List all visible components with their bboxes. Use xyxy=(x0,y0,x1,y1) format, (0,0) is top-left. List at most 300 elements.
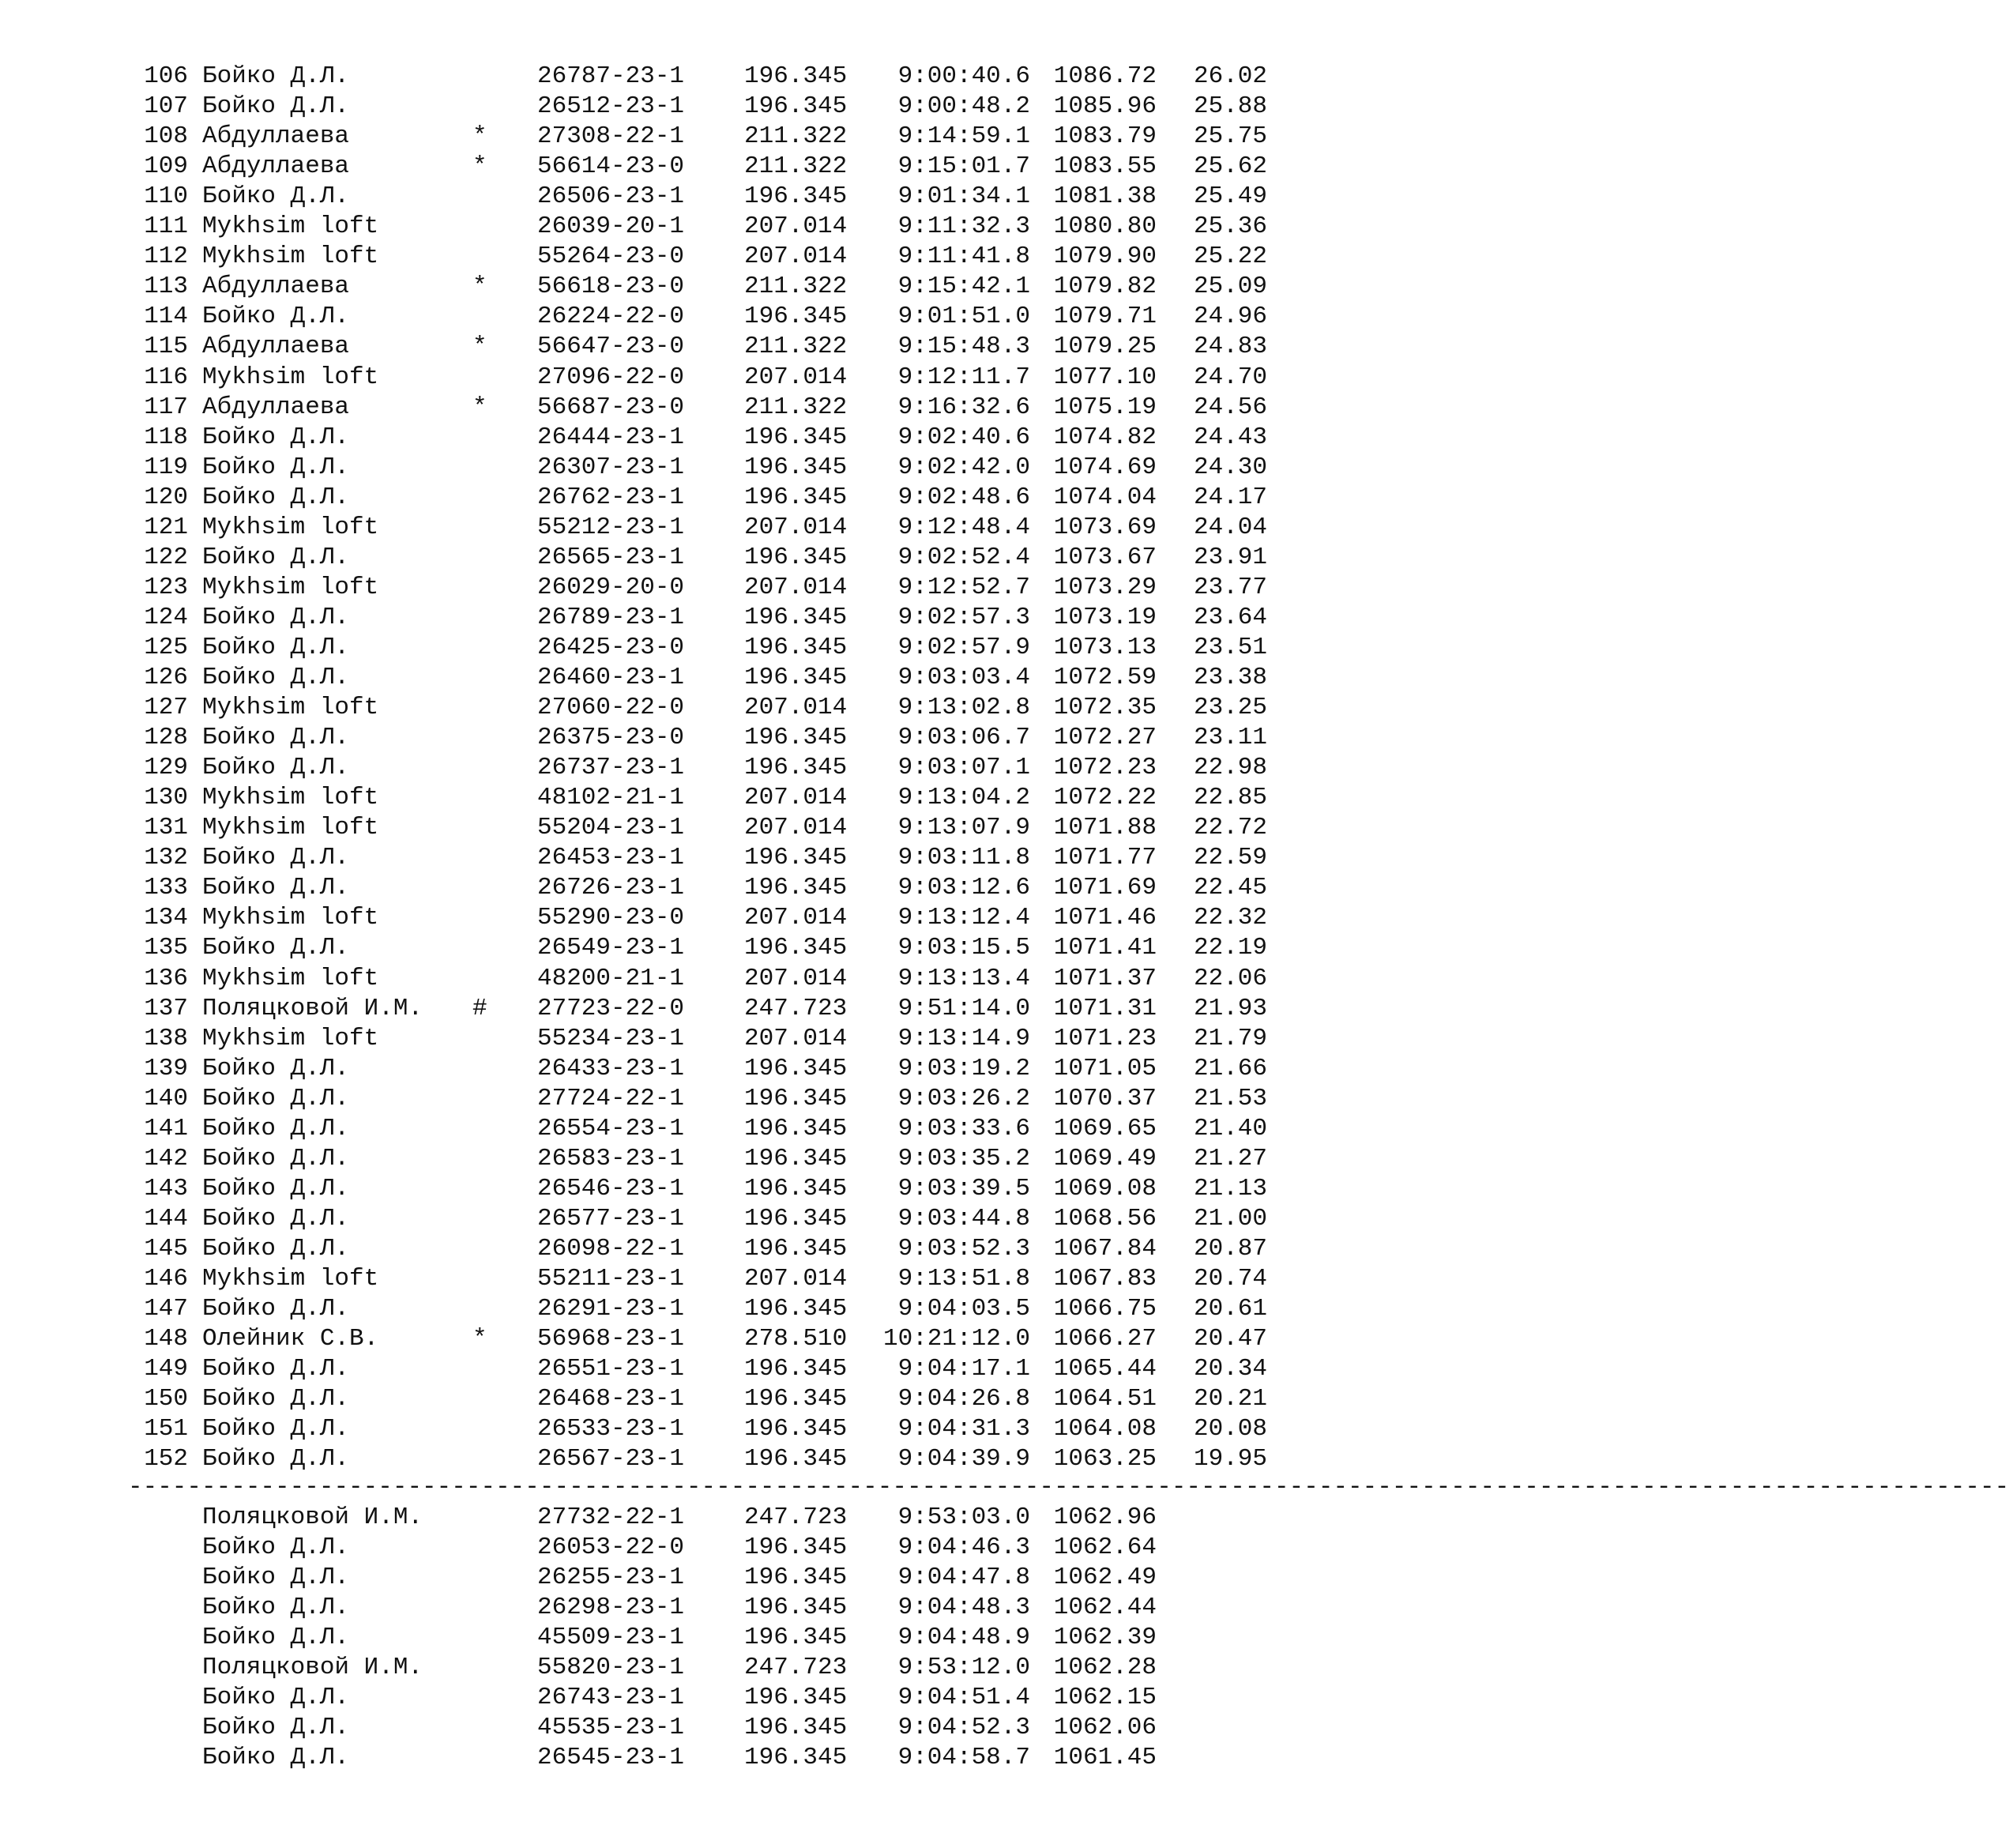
fancier-name: Бойко Д.Л. xyxy=(202,1205,350,1233)
fancier-name: Mykhsim loft xyxy=(202,363,379,391)
fancier-name: Бойко Д.Л. xyxy=(202,1714,350,1741)
distance: 196.345 xyxy=(744,1594,848,1621)
ring-number: 56687-23-0 xyxy=(537,393,685,421)
table-row xyxy=(0,603,1307,633)
distance: 196.345 xyxy=(744,1534,848,1561)
distance: 196.345 xyxy=(744,1684,848,1711)
ring-number: 26551-23-1 xyxy=(537,1355,685,1383)
table-row xyxy=(0,964,1307,994)
table-row xyxy=(0,1444,1307,1474)
ring-number: 45509-23-1 xyxy=(537,1624,685,1651)
ring-number: 55820-23-1 xyxy=(537,1654,685,1681)
arrival-time: 9:04:31.3 xyxy=(897,1415,1030,1443)
table-row xyxy=(0,212,1307,242)
speed: 1072.35 xyxy=(1053,694,1157,721)
place-number: 147 xyxy=(144,1295,188,1323)
distance: 196.345 xyxy=(744,183,848,210)
distance: 196.345 xyxy=(744,724,848,751)
arrival-time: 9:13:14.9 xyxy=(897,1025,1030,1052)
ring-number: 55211-23-1 xyxy=(537,1265,685,1293)
table-row xyxy=(0,633,1307,663)
arrival-time: 9:02:40.6 xyxy=(897,423,1030,451)
place-number: 112 xyxy=(144,243,188,270)
entry-flag: * xyxy=(472,333,487,360)
ring-number: 48102-21-1 xyxy=(537,784,685,811)
speed: 1066.27 xyxy=(1053,1325,1157,1353)
distance: 211.322 xyxy=(744,122,848,150)
speed: 1062.28 xyxy=(1053,1654,1157,1681)
distance: 196.345 xyxy=(744,423,848,451)
fancier-name: Mykhsim loft xyxy=(202,574,379,601)
distance: 211.322 xyxy=(744,393,848,421)
arrival-time: 9:13:13.4 xyxy=(897,965,1030,992)
place-number: 132 xyxy=(144,844,188,871)
arrival-time: 9:04:26.8 xyxy=(897,1385,1030,1413)
arrival-time: 9:03:07.1 xyxy=(897,754,1030,781)
ring-number: 26224-22-0 xyxy=(537,303,685,330)
points: 26.02 xyxy=(1193,62,1267,90)
fancier-name: Абдуллаева xyxy=(202,273,350,300)
fancier-name: Mykhsim loft xyxy=(202,1265,379,1293)
table-row xyxy=(0,1084,1307,1114)
distance: 196.345 xyxy=(744,634,848,661)
place-number: 135 xyxy=(144,934,188,962)
distance: 196.345 xyxy=(744,303,848,330)
table-row xyxy=(0,1354,1307,1384)
place-number: 143 xyxy=(144,1175,188,1203)
table-row xyxy=(0,843,1307,873)
place-number: 117 xyxy=(144,393,188,421)
table-row xyxy=(0,1174,1307,1204)
ring-number: 26425-23-0 xyxy=(537,634,685,661)
arrival-time: 9:14:59.1 xyxy=(897,122,1030,150)
table-row xyxy=(0,1114,1307,1144)
table-row xyxy=(0,873,1307,903)
fancier-name: Бойко Д.Л. xyxy=(202,1594,350,1621)
speed: 1062.96 xyxy=(1053,1504,1157,1531)
speed: 1079.71 xyxy=(1053,303,1157,330)
table-row xyxy=(0,1264,1307,1294)
place-number: 133 xyxy=(144,874,188,901)
points: 25.49 xyxy=(1193,183,1267,210)
distance: 196.345 xyxy=(744,754,848,781)
ring-number: 26098-22-1 xyxy=(537,1235,685,1263)
table-row xyxy=(0,1503,1307,1533)
entry-flag: * xyxy=(472,273,487,300)
fancier-name: Бойко Д.Л. xyxy=(202,934,350,962)
fancier-name: Бойко Д.Л. xyxy=(202,423,350,451)
speed: 1062.06 xyxy=(1053,1714,1157,1741)
speed: 1073.13 xyxy=(1053,634,1157,661)
distance: 196.345 xyxy=(744,544,848,571)
distance: 207.014 xyxy=(744,243,848,270)
fancier-name: Бойко Д.Л. xyxy=(202,724,350,751)
table-row xyxy=(0,1234,1307,1264)
speed: 1072.22 xyxy=(1053,784,1157,811)
speed: 1071.69 xyxy=(1053,874,1157,901)
ring-number: 26533-23-1 xyxy=(537,1415,685,1443)
ring-number: 27724-22-1 xyxy=(537,1085,685,1112)
speed: 1083.79 xyxy=(1053,122,1157,150)
speed: 1071.88 xyxy=(1053,814,1157,841)
speed: 1062.15 xyxy=(1053,1684,1157,1711)
table-row xyxy=(0,783,1307,813)
points: 24.17 xyxy=(1193,484,1267,511)
fancier-name: Mykhsim loft xyxy=(202,213,379,240)
arrival-time: 9:04:52.3 xyxy=(897,1714,1030,1741)
arrival-time: 9:03:12.6 xyxy=(897,874,1030,901)
arrival-time: 9:04:47.8 xyxy=(897,1564,1030,1591)
table-row xyxy=(0,1713,1307,1743)
distance: 196.345 xyxy=(744,604,848,631)
points: 24.56 xyxy=(1193,393,1267,421)
distance: 207.014 xyxy=(744,363,848,391)
arrival-time: 9:13:12.4 xyxy=(897,904,1030,932)
arrival-time: 9:04:51.4 xyxy=(897,1684,1030,1711)
fancier-name: Поляцковой И.М. xyxy=(202,1654,423,1681)
entry-flag: * xyxy=(472,152,487,180)
arrival-time: 9:04:17.1 xyxy=(897,1355,1030,1383)
arrival-time: 9:16:32.6 xyxy=(897,393,1030,421)
speed: 1080.80 xyxy=(1053,213,1157,240)
arrival-time: 9:13:07.9 xyxy=(897,814,1030,841)
speed: 1068.56 xyxy=(1053,1205,1157,1233)
distance: 207.014 xyxy=(744,1265,848,1293)
table-row xyxy=(0,1384,1307,1414)
speed: 1074.82 xyxy=(1053,423,1157,451)
table-row xyxy=(0,1593,1307,1623)
ring-number: 26762-23-1 xyxy=(537,484,685,511)
ring-number: 26460-23-1 xyxy=(537,664,685,691)
table-row xyxy=(0,302,1307,332)
place-number: 126 xyxy=(144,664,188,691)
points: 22.32 xyxy=(1193,904,1267,932)
distance: 196.345 xyxy=(744,1714,848,1741)
fancier-name: Mykhsim loft xyxy=(202,694,379,721)
speed: 1073.19 xyxy=(1053,604,1157,631)
arrival-time: 9:00:40.6 xyxy=(897,62,1030,90)
distance: 196.345 xyxy=(744,1385,848,1413)
points: 22.98 xyxy=(1193,754,1267,781)
speed: 1083.55 xyxy=(1053,152,1157,180)
fancier-name: Бойко Д.Л. xyxy=(202,1385,350,1413)
arrival-time: 10:21:12.0 xyxy=(882,1325,1030,1353)
ring-number: 26298-23-1 xyxy=(537,1594,685,1621)
points: 21.66 xyxy=(1193,1055,1267,1082)
points: 23.64 xyxy=(1193,604,1267,631)
arrival-time: 9:03:52.3 xyxy=(897,1235,1030,1263)
distance: 196.345 xyxy=(744,844,848,871)
distance: 207.014 xyxy=(744,574,848,601)
speed: 1064.51 xyxy=(1053,1385,1157,1413)
speed: 1085.96 xyxy=(1053,92,1157,120)
distance: 207.014 xyxy=(744,694,848,721)
distance: 207.014 xyxy=(744,904,848,932)
place-number: 114 xyxy=(144,303,188,330)
entry-flag: # xyxy=(472,995,487,1022)
ring-number: 26743-23-1 xyxy=(537,1684,685,1711)
speed: 1072.23 xyxy=(1053,754,1157,781)
speed: 1064.08 xyxy=(1053,1415,1157,1443)
place-number: 113 xyxy=(144,273,188,300)
points: 24.43 xyxy=(1193,423,1267,451)
arrival-time: 9:12:48.4 xyxy=(897,514,1030,541)
points: 20.34 xyxy=(1193,1355,1267,1383)
ring-number: 55212-23-1 xyxy=(537,514,685,541)
distance: 196.345 xyxy=(744,1295,848,1323)
place-number: 145 xyxy=(144,1235,188,1263)
arrival-time: 9:53:12.0 xyxy=(897,1654,1030,1681)
place-number: 106 xyxy=(144,62,188,90)
points: 22.19 xyxy=(1193,934,1267,962)
points: 21.27 xyxy=(1193,1145,1267,1172)
ring-number: 26255-23-1 xyxy=(537,1564,685,1591)
fancier-name: Абдуллаева xyxy=(202,333,350,360)
arrival-time: 9:04:48.3 xyxy=(897,1594,1030,1621)
distance: 196.345 xyxy=(744,1445,848,1473)
fancier-name: Mykhsim loft xyxy=(202,904,379,932)
table-row xyxy=(0,1054,1307,1084)
points: 21.13 xyxy=(1193,1175,1267,1203)
speed: 1071.31 xyxy=(1053,995,1157,1022)
ring-number: 27060-22-0 xyxy=(537,694,685,721)
fancier-name: Олейник С.В. xyxy=(202,1325,379,1353)
place-number: 111 xyxy=(144,213,188,240)
points: 21.53 xyxy=(1193,1085,1267,1112)
ring-number: 27308-22-1 xyxy=(537,122,685,150)
table-row xyxy=(0,543,1307,573)
table-row xyxy=(0,663,1307,693)
speed: 1067.83 xyxy=(1053,1265,1157,1293)
fancier-name: Бойко Д.Л. xyxy=(202,1145,350,1172)
ring-number: 27723-22-0 xyxy=(537,995,685,1022)
fancier-name: Бойко Д.Л. xyxy=(202,92,350,120)
arrival-time: 9:15:48.3 xyxy=(897,333,1030,360)
ring-number: 26029-20-0 xyxy=(537,574,685,601)
separator-line: -------------------------------------------------------------------------------------------------------------------------------- xyxy=(128,1474,2009,1501)
arrival-time: 9:15:42.1 xyxy=(897,273,1030,300)
distance: 207.014 xyxy=(744,1025,848,1052)
distance: 196.345 xyxy=(744,1085,848,1112)
speed: 1073.69 xyxy=(1053,514,1157,541)
fancier-name: Абдуллаева xyxy=(202,152,350,180)
arrival-time: 9:53:03.0 xyxy=(897,1504,1030,1531)
points: 20.87 xyxy=(1193,1235,1267,1263)
distance: 196.345 xyxy=(744,1205,848,1233)
speed: 1079.82 xyxy=(1053,273,1157,300)
points: 25.88 xyxy=(1193,92,1267,120)
speed: 1074.04 xyxy=(1053,484,1157,511)
place-number: 138 xyxy=(144,1025,188,1052)
fancier-name: Бойко Д.Л. xyxy=(202,62,350,90)
table-row xyxy=(0,903,1307,933)
arrival-time: 9:02:57.3 xyxy=(897,604,1030,631)
fancier-name: Бойко Д.Л. xyxy=(202,874,350,901)
ring-number: 56968-23-1 xyxy=(537,1325,685,1353)
points: 19.95 xyxy=(1193,1445,1267,1473)
speed: 1062.64 xyxy=(1053,1534,1157,1561)
speed: 1070.37 xyxy=(1053,1085,1157,1112)
speed: 1072.27 xyxy=(1053,724,1157,751)
ring-number: 26787-23-1 xyxy=(537,62,685,90)
distance: 196.345 xyxy=(744,484,848,511)
arrival-time: 9:03:11.8 xyxy=(897,844,1030,871)
fancier-name: Mykhsim loft xyxy=(202,1025,379,1052)
speed: 1066.75 xyxy=(1053,1295,1157,1323)
fancier-name: Абдуллаева xyxy=(202,393,350,421)
points: 20.47 xyxy=(1193,1325,1267,1353)
arrival-time: 9:03:03.4 xyxy=(897,664,1030,691)
speed: 1062.44 xyxy=(1053,1594,1157,1621)
ring-number: 26554-23-1 xyxy=(537,1115,685,1142)
fancier-name: Бойко Д.Л. xyxy=(202,1295,350,1323)
points: 25.62 xyxy=(1193,152,1267,180)
ring-number: 55290-23-0 xyxy=(537,904,685,932)
fancier-name: Бойко Д.Л. xyxy=(202,1055,350,1082)
arrival-time: 9:01:34.1 xyxy=(897,183,1030,210)
arrival-time: 9:03:44.8 xyxy=(897,1205,1030,1233)
table-row xyxy=(0,1144,1307,1174)
place-number: 115 xyxy=(144,333,188,360)
distance: 247.723 xyxy=(744,1504,848,1531)
speed: 1062.39 xyxy=(1053,1624,1157,1651)
table-row xyxy=(0,363,1307,393)
ring-number: 27096-22-0 xyxy=(537,363,685,391)
speed: 1069.49 xyxy=(1053,1145,1157,1172)
speed: 1071.46 xyxy=(1053,904,1157,932)
ring-number: 26506-23-1 xyxy=(537,183,685,210)
distance: 196.345 xyxy=(744,1744,848,1771)
arrival-time: 9:03:06.7 xyxy=(897,724,1030,751)
fancier-name: Бойко Д.Л. xyxy=(202,1415,350,1443)
table-row xyxy=(0,483,1307,513)
table-row xyxy=(0,92,1307,122)
distance: 196.345 xyxy=(744,874,848,901)
arrival-time: 9:12:11.7 xyxy=(897,363,1030,391)
entry-flag: * xyxy=(472,1325,487,1353)
table-row xyxy=(0,1563,1307,1593)
points: 22.45 xyxy=(1193,874,1267,901)
distance: 247.723 xyxy=(744,995,848,1022)
place-number: 129 xyxy=(144,754,188,781)
speed: 1071.37 xyxy=(1053,965,1157,992)
speed: 1071.77 xyxy=(1053,844,1157,871)
table-row xyxy=(0,933,1307,963)
table-row xyxy=(0,1414,1307,1444)
arrival-time: 9:04:46.3 xyxy=(897,1534,1030,1561)
speed: 1075.19 xyxy=(1053,393,1157,421)
fancier-name: Бойко Д.Л. xyxy=(202,754,350,781)
distance: 196.345 xyxy=(744,1415,848,1443)
distance: 207.014 xyxy=(744,213,848,240)
distance: 207.014 xyxy=(744,814,848,841)
arrival-time: 9:12:52.7 xyxy=(897,574,1030,601)
ring-number: 26565-23-1 xyxy=(537,544,685,571)
ring-number: 55234-23-1 xyxy=(537,1025,685,1052)
arrival-time: 9:13:04.2 xyxy=(897,784,1030,811)
fancier-name: Бойко Д.Л. xyxy=(202,1355,350,1383)
fancier-name: Бойко Д.Л. xyxy=(202,454,350,481)
fancier-name: Mykhsim loft xyxy=(202,965,379,992)
fancier-name: Mykhsim loft xyxy=(202,514,379,541)
ring-number: 26291-23-1 xyxy=(537,1295,685,1323)
table-row xyxy=(0,813,1307,843)
table-row xyxy=(0,393,1307,423)
distance: 207.014 xyxy=(744,514,848,541)
fancier-name: Бойко Д.Л. xyxy=(202,183,350,210)
ring-number: 56647-23-0 xyxy=(537,333,685,360)
points: 22.72 xyxy=(1193,814,1267,841)
distance: 196.345 xyxy=(744,62,848,90)
points: 23.11 xyxy=(1193,724,1267,751)
table-row xyxy=(0,62,1307,92)
ring-number: 26546-23-1 xyxy=(537,1175,685,1203)
arrival-time: 9:04:58.7 xyxy=(897,1744,1030,1771)
ring-number: 48200-21-1 xyxy=(537,965,685,992)
fancier-name: Бойко Д.Л. xyxy=(202,604,350,631)
place-number: 125 xyxy=(144,634,188,661)
table-row xyxy=(0,1204,1307,1234)
place-number: 131 xyxy=(144,814,188,841)
table-row xyxy=(0,152,1307,182)
table-row xyxy=(0,1324,1307,1354)
distance: 196.345 xyxy=(744,1115,848,1142)
table-row xyxy=(0,272,1307,302)
fancier-name: Mykhsim loft xyxy=(202,243,379,270)
ring-number: 26567-23-1 xyxy=(537,1445,685,1473)
fancier-name: Поляцковой И.М. xyxy=(202,995,423,1022)
fancier-name: Бойко Д.Л. xyxy=(202,844,350,871)
fancier-name: Бойко Д.Л. xyxy=(202,634,350,661)
distance: 196.345 xyxy=(744,1145,848,1172)
place-number: 134 xyxy=(144,904,188,932)
points: 21.79 xyxy=(1193,1025,1267,1052)
fancier-name: Поляцковой И.М. xyxy=(202,1504,423,1531)
speed: 1072.59 xyxy=(1053,664,1157,691)
ring-number: 26453-23-1 xyxy=(537,844,685,871)
place-number: 127 xyxy=(144,694,188,721)
speed: 1071.41 xyxy=(1053,934,1157,962)
ring-number: 45535-23-1 xyxy=(537,1714,685,1741)
speed: 1067.84 xyxy=(1053,1235,1157,1263)
speed: 1079.90 xyxy=(1053,243,1157,270)
distance: 196.345 xyxy=(744,1624,848,1651)
fancier-name: Бойко Д.Л. xyxy=(202,664,350,691)
arrival-time: 9:03:26.2 xyxy=(897,1085,1030,1112)
fancier-name: Бойко Д.Л. xyxy=(202,1085,350,1112)
ring-number: 26549-23-1 xyxy=(537,934,685,962)
ring-number: 26577-23-1 xyxy=(537,1205,685,1233)
table-row xyxy=(0,1294,1307,1324)
ring-number: 56618-23-0 xyxy=(537,273,685,300)
fancier-name: Бойко Д.Л. xyxy=(202,1744,350,1771)
place-number: 141 xyxy=(144,1115,188,1142)
points: 24.96 xyxy=(1193,303,1267,330)
distance: 196.345 xyxy=(744,934,848,962)
fancier-name: Mykhsim loft xyxy=(202,784,379,811)
distance: 196.345 xyxy=(744,92,848,120)
points: 25.22 xyxy=(1193,243,1267,270)
entry-flag: * xyxy=(472,122,487,150)
fancier-name: Бойко Д.Л. xyxy=(202,1175,350,1203)
points: 22.06 xyxy=(1193,965,1267,992)
points: 24.30 xyxy=(1193,454,1267,481)
speed: 1086.72 xyxy=(1053,62,1157,90)
place-number: 139 xyxy=(144,1055,188,1082)
speed: 1071.23 xyxy=(1053,1025,1157,1052)
arrival-time: 9:11:41.8 xyxy=(897,243,1030,270)
ring-number: 26433-23-1 xyxy=(537,1055,685,1082)
